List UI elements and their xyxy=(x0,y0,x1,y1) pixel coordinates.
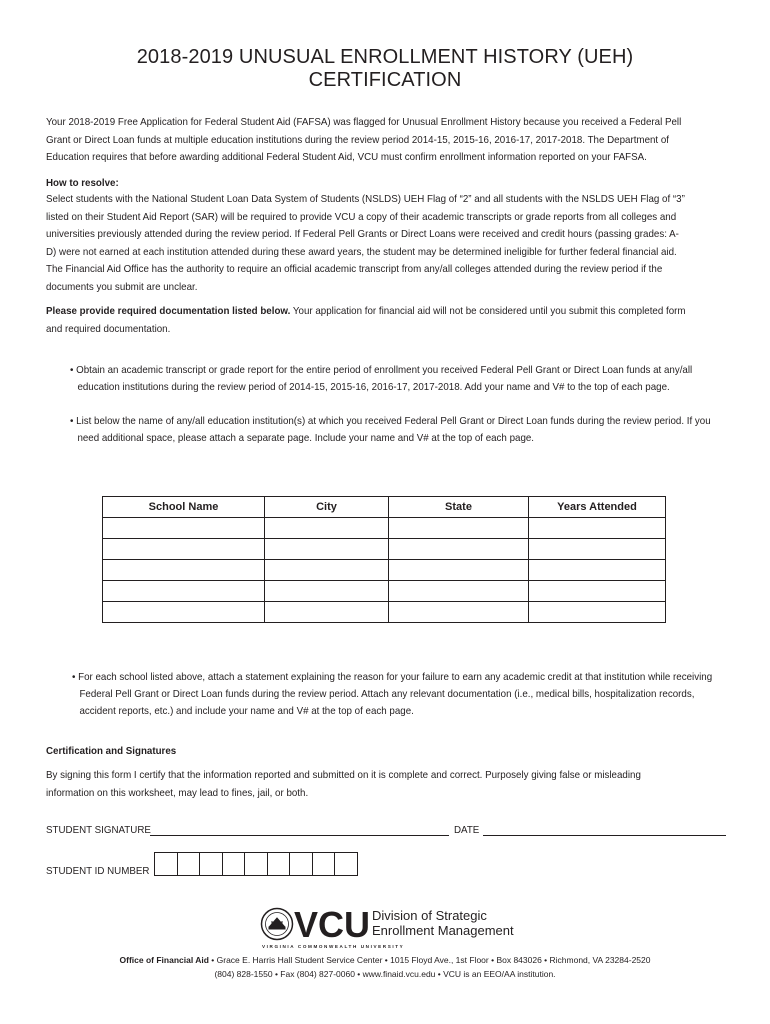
division-line-1: Division of Strategic xyxy=(372,908,487,923)
bullet-transcript: • Obtain an academic transcript or grade report for the entire period of enrollment you received Federal Pell Grant or Direct Loan funds at any/all education institutions during the review period of 2014-15, 2015-16, 2016-17, 2017-2018. Add your name and V# to the top of each page. xyxy=(70,364,693,394)
city-cell[interactable] xyxy=(265,518,389,539)
table-row xyxy=(103,602,666,623)
state-cell[interactable] xyxy=(389,518,529,539)
school-name-cell[interactable] xyxy=(103,539,265,560)
table-header-row xyxy=(103,497,666,518)
id-digit-box[interactable] xyxy=(222,852,246,876)
id-digit-box[interactable] xyxy=(244,852,268,876)
school-name-cell[interactable] xyxy=(103,602,265,623)
state-cell[interactable] xyxy=(389,539,529,560)
id-digit-box[interactable] xyxy=(177,852,201,876)
table-row xyxy=(103,518,666,539)
years-attended-cell[interactable] xyxy=(529,581,666,602)
table-row xyxy=(103,581,666,602)
years-attended-cell[interactable] xyxy=(529,560,666,581)
provide-documentation-paragraph xyxy=(46,303,686,338)
footer-address xyxy=(0,955,770,965)
provide-documentation-text: Your application for financial aid will not be considered until you submit this completed form and required documentation. xyxy=(46,305,686,335)
years-attended-cell[interactable] xyxy=(529,518,666,539)
university-name: VIRGINIA COMMONWEALTH UNIVERSITY xyxy=(262,944,405,949)
school-name-cell[interactable] xyxy=(103,581,265,602)
bullet-list-institutions: • List below the name of any/all education institution(s) at which you received Federal Pell Grant or Direct Loan funds during the review period. If you need additional space, please attach a separate page. Include your name and V# at the top of each page. xyxy=(70,415,711,445)
signature-line[interactable] xyxy=(150,826,449,836)
footer-office: Office of Financial Aid xyxy=(119,955,209,965)
how-to-resolve-text: Select students with the National Student Loan Data System of Students (NSLDS) UEH Flag of “2” and all students with the NSLDS UEH Flag of “3” listed on their Student Aid Report (SAR) will be required to provide VCU a copy of their academic transcripts or grade reports from all colleges and universities previously attended during the review period. If Federal Pell Grants or Direct Loans were received and credit hours (passing grades: A-D) were not earned at each institution attended during these award years, the student may be determined ineligible for further federal financial aid. The Financial Aid Office has the authority to require an official academic transcript from any/all colleges attended during the review period if the documents you submit are unclear. xyxy=(46,193,685,293)
table-body xyxy=(103,518,666,623)
city-cell[interactable] xyxy=(265,602,389,623)
vcu-seal-icon xyxy=(262,909,293,940)
header-years-attended: Years Attended xyxy=(529,497,666,518)
division-line-2: Enrollment Management xyxy=(372,923,514,938)
schools-table xyxy=(102,496,666,623)
vcu-wordmark: VCU xyxy=(294,904,371,945)
school-name-cell[interactable] xyxy=(103,518,265,539)
city-cell[interactable] xyxy=(265,560,389,581)
footer-contact: (804) 828-1550 • Fax (804) 827-0060 • www.finaid.vcu.edu • VCU is an EEO/AA institution. xyxy=(214,969,556,979)
header-state: State xyxy=(389,497,529,518)
title-line-1: 2018-2019 UNUSUAL ENROLLMENT HISTORY (UEH) xyxy=(136,46,634,68)
vcu-logo xyxy=(260,904,520,950)
how-to-resolve-heading: How to resolve: xyxy=(46,177,119,189)
bullet-statement: • For each school listed above, attach a statement explaining the reason for your failure to earn any academic credit at that institution while receiving Federal Pell Grant or Direct Loan funds during the review period. Attach any relevant documentation (i.e., medical bills, hospitalization records, accident reports, etc.) and include your name and V# at the top of each page. xyxy=(72,671,713,718)
years-attended-cell[interactable] xyxy=(529,602,666,623)
page-title xyxy=(40,46,730,92)
title-line-2: CERTIFICATION xyxy=(308,69,462,91)
certification-text: By signing this form I certify that the information reported and submitted on it is complete and correct. Purposely giving false or misleading information on this worksheet, may lead to fines, jail, or both. xyxy=(46,769,641,799)
footer-line-1: • Grace E. Harris Hall Student Service Center • 1015 Floyd Ave., 1st Floor • Box 843026 • Richmond, VA 23284-2520 xyxy=(208,955,651,965)
id-digit-box[interactable] xyxy=(267,852,291,876)
id-digit-box[interactable] xyxy=(312,852,336,876)
state-cell[interactable] xyxy=(389,602,529,623)
date-label: DATE xyxy=(454,824,480,836)
signature-label: STUDENT SIGNATURE xyxy=(46,824,151,836)
table-row xyxy=(103,560,666,581)
id-digit-box[interactable] xyxy=(334,852,358,876)
id-digit-box[interactable] xyxy=(199,852,223,876)
header-school-name: School Name xyxy=(103,497,265,518)
header-city: City xyxy=(265,497,389,518)
years-attended-cell[interactable] xyxy=(529,539,666,560)
certification-heading: Certification and Signatures xyxy=(46,745,177,757)
city-cell[interactable] xyxy=(265,539,389,560)
state-cell[interactable] xyxy=(389,581,529,602)
student-id-label: STUDENT ID NUMBER xyxy=(46,865,150,877)
school-name-cell[interactable] xyxy=(103,560,265,581)
provide-documentation-bold: Please provide required documentation listed below. xyxy=(46,305,291,317)
state-cell[interactable] xyxy=(389,560,529,581)
city-cell[interactable] xyxy=(265,581,389,602)
intro-paragraph: Your 2018-2019 Free Application for Federal Student Aid (FAFSA) was flagged for Unusual Enrollment History because you received a Federal Pell Grant or Direct Loan funds at multiple education institutions during the review period 2014-15, 2015-16, 2016-17, 2017-2018. The Department of Education requires that before awarding additional Federal Student Aid, VCU must confirm enrollment information reported on your FAFSA. xyxy=(46,116,682,164)
id-digit-box[interactable] xyxy=(154,852,178,876)
id-digit-box[interactable] xyxy=(289,852,313,876)
table-row xyxy=(103,539,666,560)
date-line[interactable] xyxy=(483,826,726,836)
student-id-boxes xyxy=(155,852,358,876)
